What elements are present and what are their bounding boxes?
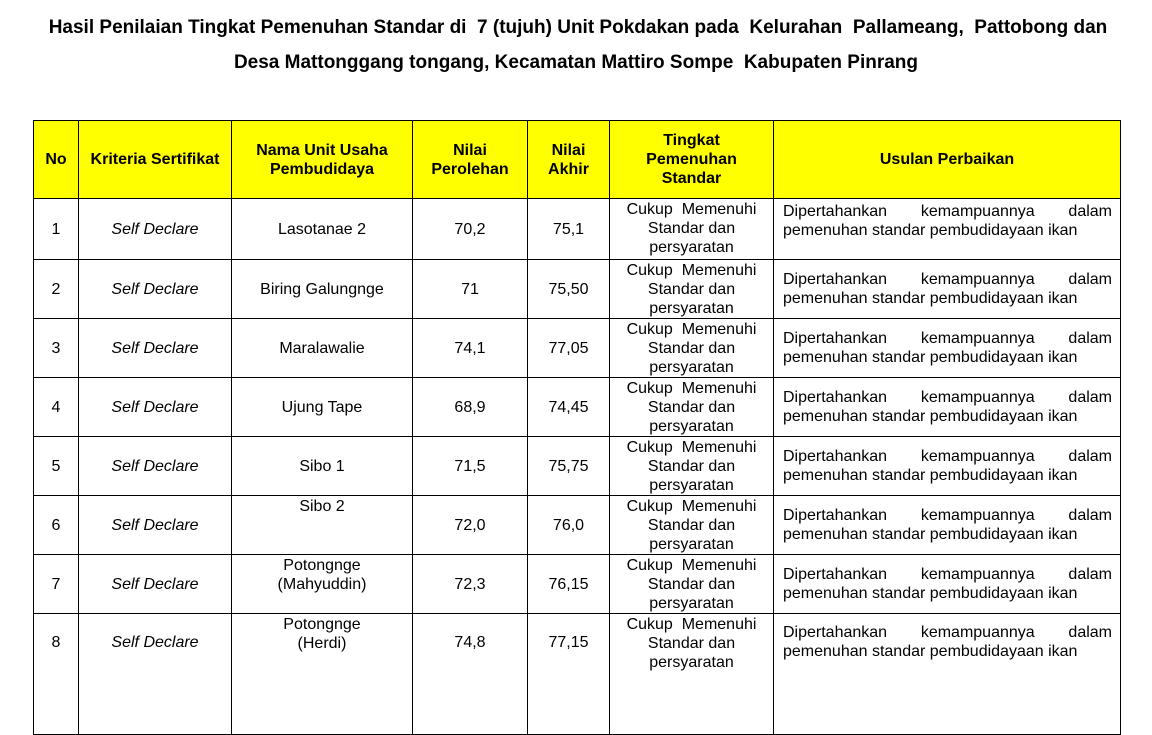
cell-usulan-perbaikan xyxy=(774,199,1121,260)
header-tingkat-line2: Pemenuhan xyxy=(646,151,737,168)
cell-nilai-perolehan: 72,0 xyxy=(413,496,528,555)
header-nama-line1: Nama Unit Usaha xyxy=(256,141,388,159)
usulan-word2: kemampuannya xyxy=(920,389,1035,406)
document-title-line1: Hasil Penilaian Tingkat Pemenuhan Standar di 7 (tujuh) Unit Pokdakan pada Kelurahan Pallameang, Pattobong dan xyxy=(48,17,1108,38)
cell-usulan-perbaikan xyxy=(774,378,1121,437)
cell-nilai-akhir: 75,1 xyxy=(528,199,610,260)
cell-tingkat-line2: Standar dan xyxy=(647,517,736,534)
cell-nama-unit xyxy=(232,378,413,437)
cell-tingkat-pemenuhan xyxy=(610,319,774,378)
usulan-line1 xyxy=(783,623,1112,642)
table-header-row xyxy=(34,121,1121,199)
cell-nilai-perolehan: 71 xyxy=(413,260,528,319)
cell-no: 3 xyxy=(34,319,79,378)
cell-nilai-akhir: 77,05 xyxy=(528,319,610,378)
cell-nama-unit xyxy=(232,437,413,496)
cell-nilai-perolehan: 74,8 xyxy=(413,614,528,735)
cell-tingkat-line2: Standar dan xyxy=(647,458,736,475)
usulan-word3: dalam xyxy=(1068,507,1112,524)
usulan-word2: kemampuannya xyxy=(920,203,1035,220)
usulan-word1: Dipertahankan xyxy=(783,203,888,220)
cell-no: 2 xyxy=(34,260,79,319)
cell-tingkat-line3: persyaratan xyxy=(649,300,734,317)
usulan-word2: kemampuannya xyxy=(920,330,1035,347)
cell-usulan-perbaikan xyxy=(774,260,1121,319)
cell-tingkat-line3: persyaratan xyxy=(649,239,734,256)
usulan-word1: Dipertahankan xyxy=(783,448,888,465)
cell-nama-line1: Biring Galungnge xyxy=(260,280,384,298)
usulan-word3: dalam xyxy=(1068,389,1112,406)
header-perolehan-line2: Perolehan xyxy=(431,160,509,178)
header-nama-unit-usaha xyxy=(232,121,413,199)
table-row xyxy=(34,555,1121,614)
usulan-line2: pemenuhan standar pembudidayaan ikan xyxy=(783,467,1078,484)
cell-nilai-perolehan: 70,2 xyxy=(413,199,528,260)
usulan-word3: dalam xyxy=(1068,203,1112,220)
cell-tingkat-line2: Standar dan xyxy=(647,635,736,652)
cell-kriteria-sertifikat: Self Declare xyxy=(79,555,232,614)
table-row xyxy=(34,260,1121,319)
usulan-word3: dalam xyxy=(1068,624,1112,641)
cell-nama-line1: Lasotanae 2 xyxy=(277,220,367,238)
cell-nama-line1: Potongnge xyxy=(283,557,361,574)
cell-nilai-akhir: 74,45 xyxy=(528,378,610,437)
cell-tingkat-pemenuhan xyxy=(610,496,774,555)
cell-tingkat-pemenuhan xyxy=(610,437,774,496)
cell-nilai-perolehan: 74,1 xyxy=(413,319,528,378)
cell-no: 7 xyxy=(34,555,79,614)
usulan-word1: Dipertahankan xyxy=(783,507,888,524)
cell-nilai-perolehan: 71,5 xyxy=(413,437,528,496)
cell-kriteria-sertifikat: Self Declare xyxy=(79,260,232,319)
cell-tingkat-line1: Cukup Memenuhi xyxy=(626,201,757,218)
table-row xyxy=(34,437,1121,496)
cell-tingkat-pemenuhan xyxy=(610,378,774,437)
cell-tingkat-line3: persyaratan xyxy=(649,359,734,376)
header-akhir-line2: Akhir xyxy=(548,160,589,178)
cell-kriteria-sertifikat: Self Declare xyxy=(79,199,232,260)
cell-tingkat-line3: persyaratan xyxy=(649,536,734,553)
header-tingkat-line1: Tingkat xyxy=(663,132,720,149)
usulan-word2: kemampuannya xyxy=(920,624,1035,641)
header-tingkat-line3: Standar xyxy=(661,170,722,187)
cell-no: 8 xyxy=(34,614,79,735)
cell-nama-unit xyxy=(232,614,413,735)
usulan-line1 xyxy=(783,565,1112,584)
cell-usulan-perbaikan xyxy=(774,555,1121,614)
cell-tingkat-pemenuhan xyxy=(610,614,774,735)
header-perolehan-line1: Nilai xyxy=(453,141,487,159)
cell-nama-unit xyxy=(232,260,413,319)
table-row xyxy=(34,319,1121,378)
cell-tingkat-line1: Cukup Memenuhi xyxy=(626,439,757,456)
table-row xyxy=(34,614,1121,735)
header-usulan-perbaikan: Usulan Perbaikan xyxy=(774,121,1121,199)
header-no: No xyxy=(34,121,79,199)
header-nilai-perolehan xyxy=(413,121,528,199)
usulan-word1: Dipertahankan xyxy=(783,271,888,288)
table-row xyxy=(34,496,1121,555)
cell-tingkat-line2: Standar dan xyxy=(647,399,736,416)
cell-tingkat-line3: persyaratan xyxy=(649,654,734,671)
cell-nilai-akhir: 75,75 xyxy=(528,437,610,496)
cell-nilai-akhir: 75,50 xyxy=(528,260,610,319)
usulan-line1 xyxy=(783,270,1112,289)
cell-usulan-perbaikan xyxy=(774,319,1121,378)
cell-tingkat-line2: Standar dan xyxy=(647,340,736,357)
usulan-line1 xyxy=(783,388,1112,407)
cell-kriteria-sertifikat: Self Declare xyxy=(79,614,232,735)
usulan-line2: pemenuhan standar pembudidayaan ikan xyxy=(783,526,1078,543)
cell-nama-unit xyxy=(232,555,413,614)
usulan-line2: pemenuhan standar pembudidayaan ikan xyxy=(783,585,1078,602)
cell-nilai-akhir: 76,0 xyxy=(528,496,610,555)
usulan-word1: Dipertahankan xyxy=(783,330,888,347)
cell-tingkat-line2: Standar dan xyxy=(647,220,736,237)
cell-tingkat-pemenuhan xyxy=(610,555,774,614)
cell-nilai-perolehan: 72,3 xyxy=(413,555,528,614)
cell-kriteria-sertifikat: Self Declare xyxy=(79,437,232,496)
cell-tingkat-line1: Cukup Memenuhi xyxy=(626,557,757,574)
usulan-line2: pemenuhan standar pembudidayaan ikan xyxy=(783,349,1078,366)
cell-kriteria-sertifikat: Self Declare xyxy=(79,496,232,555)
table-row xyxy=(34,199,1121,260)
usulan-line2: pemenuhan standar pembudidayaan ikan xyxy=(783,290,1078,307)
cell-no: 6 xyxy=(34,496,79,555)
cell-usulan-perbaikan xyxy=(774,614,1121,735)
cell-no: 4 xyxy=(34,378,79,437)
usulan-word2: kemampuannya xyxy=(920,507,1035,524)
cell-nama-line2: (Herdi) xyxy=(297,635,347,652)
table-row xyxy=(34,378,1121,437)
cell-tingkat-line3: persyaratan xyxy=(649,595,734,612)
cell-nama-line1: Maralawalie xyxy=(279,339,365,357)
usulan-word1: Dipertahankan xyxy=(783,389,888,406)
cell-nama-unit xyxy=(232,496,413,555)
cell-nama-line1: Ujung Tape xyxy=(281,398,363,416)
cell-tingkat-line2: Standar dan xyxy=(647,576,736,593)
usulan-line1 xyxy=(783,329,1112,348)
cell-tingkat-line1: Cukup Memenuhi xyxy=(626,616,757,633)
usulan-word2: kemampuannya xyxy=(920,271,1035,288)
cell-nilai-akhir: 76,15 xyxy=(528,555,610,614)
usulan-word1: Dipertahankan xyxy=(783,566,888,583)
cell-tingkat-pemenuhan xyxy=(610,260,774,319)
cell-nama-line2: (Mahyuddin) xyxy=(277,576,367,593)
cell-nama-line1: Sibo 2 xyxy=(299,498,345,515)
usulan-word3: dalam xyxy=(1068,330,1112,347)
usulan-word2: kemampuannya xyxy=(920,448,1035,465)
cell-tingkat-line3: persyaratan xyxy=(649,418,734,435)
usulan-line2: pemenuhan standar pembudidayaan ikan xyxy=(783,222,1078,239)
cell-nama-line1: Sibo 1 xyxy=(299,457,345,475)
usulan-word1: Dipertahankan xyxy=(783,624,888,641)
usulan-line1 xyxy=(783,202,1112,221)
usulan-word2: kemampuannya xyxy=(920,566,1035,583)
cell-tingkat-line3: persyaratan xyxy=(649,477,734,494)
usulan-word3: dalam xyxy=(1068,448,1112,465)
header-tingkat-pemenuhan-standar xyxy=(610,121,774,199)
cell-tingkat-line1: Cukup Memenuhi xyxy=(626,321,757,338)
usulan-line1 xyxy=(783,447,1112,466)
usulan-word3: dalam xyxy=(1068,566,1112,583)
usulan-line2: pemenuhan standar pembudidayaan ikan xyxy=(783,408,1078,425)
cell-kriteria-sertifikat: Self Declare xyxy=(79,319,232,378)
cell-tingkat-line1: Cukup Memenuhi xyxy=(626,262,757,279)
cell-nama-unit xyxy=(232,319,413,378)
usulan-line2: pemenuhan standar pembudidayaan ikan xyxy=(783,643,1078,660)
header-nama-line2: Pembudidaya xyxy=(269,160,375,178)
cell-tingkat-line2: Standar dan xyxy=(647,281,736,298)
cell-nama-unit xyxy=(232,199,413,260)
cell-usulan-perbaikan xyxy=(774,437,1121,496)
cell-nilai-akhir: 77,15 xyxy=(528,614,610,735)
cell-tingkat-line1: Cukup Memenuhi xyxy=(626,380,757,397)
cell-tingkat-pemenuhan xyxy=(610,199,774,260)
cell-no: 5 xyxy=(34,437,79,496)
document-title-line2: Desa Mattonggang tongang, Kecamatan Mattiro Sompe Kabupaten Pinrang xyxy=(233,52,919,73)
header-akhir-line1: Nilai xyxy=(551,141,586,159)
cell-tingkat-line1: Cukup Memenuhi xyxy=(626,498,757,515)
header-nilai-akhir xyxy=(528,121,610,199)
header-kriteria-sertifikat: Kriteria Sertifikat xyxy=(79,121,232,199)
usulan-line1 xyxy=(783,506,1112,525)
cell-nilai-perolehan: 68,9 xyxy=(413,378,528,437)
cell-no: 1 xyxy=(34,199,79,260)
cell-nama-line1: Potongnge xyxy=(283,616,361,633)
usulan-word3: dalam xyxy=(1068,271,1112,288)
cell-kriteria-sertifikat: Self Declare xyxy=(79,378,232,437)
assessment-table xyxy=(33,120,1121,735)
cell-usulan-perbaikan xyxy=(774,496,1121,555)
